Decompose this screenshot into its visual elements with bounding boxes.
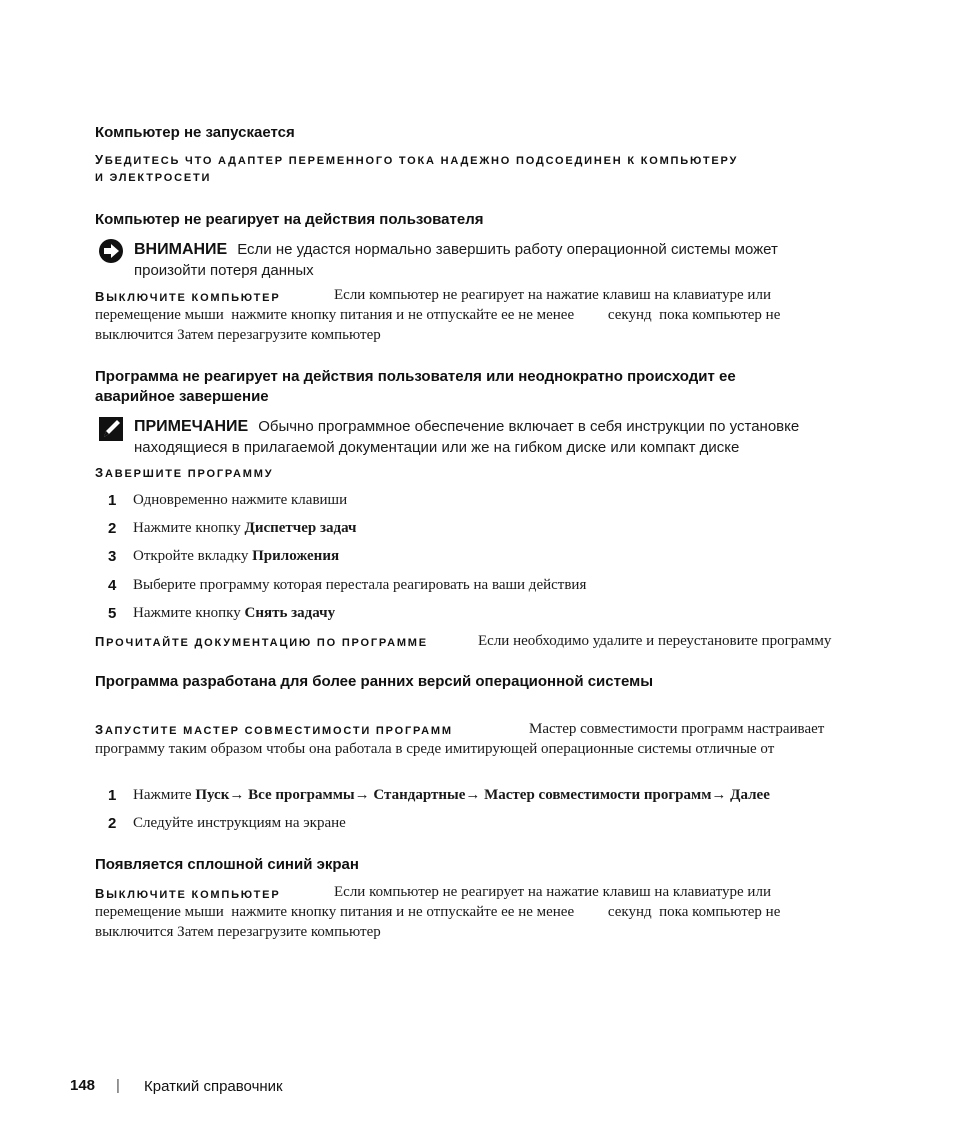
heading-not-responding: Компьютер не реагирует на действия пользователя	[95, 211, 484, 228]
drop-cap: У	[95, 152, 105, 167]
step-number: 5	[108, 605, 117, 622]
step-text: Следуйте инструкциям на экране	[133, 815, 346, 831]
action-label: РОЧИТАЙТЕ ДОКУМЕНТАЦИЮ ПО ПРОГРАММЕ	[106, 637, 428, 649]
step-text-bold: Приложения	[252, 548, 340, 564]
heading-older-os: Программа разработана для более ранних версий операционной системы	[95, 673, 654, 690]
compat-step-1	[108, 787, 770, 805]
notice-line1	[134, 241, 778, 259]
heading-computer-not-starting: Компьютер не запускается	[95, 124, 295, 141]
step-1	[108, 492, 348, 510]
drop-cap: З	[95, 465, 105, 480]
note-pencil-icon	[98, 416, 124, 442]
action-label: АВЕРШИТЕ ПРОГРАММУ	[104, 468, 274, 480]
heading-program-not-responding-1: Программа не реагирует на действия пользователя или неоднократно происходит ее	[95, 368, 736, 385]
menu-compat-wizard: Мастер совместимости программ	[480, 787, 712, 803]
action-label: ЫКЛЮЧИТЕ КОМПЬЮТЕР	[106, 292, 281, 304]
menu-accessories: Стандартные	[369, 787, 466, 803]
action-shutdown-2	[95, 886, 280, 901]
step-3	[108, 548, 340, 566]
step-number: 1	[108, 492, 117, 509]
step-text-plain: Нажмите кнопку	[133, 520, 245, 536]
action-shutdown-2-line3: выключится Затем перезагрузите компьютер	[95, 924, 381, 940]
step-text	[133, 787, 770, 804]
step-4	[108, 577, 587, 595]
heading-program-not-responding-2: аварийное завершение	[95, 388, 269, 405]
action-read-docs-text: Если необходимо удалите и переустановите программу	[478, 633, 832, 649]
drop-cap: В	[95, 289, 107, 304]
step-5	[108, 605, 336, 623]
menu-next: Далее	[726, 787, 770, 803]
arrow-right-icon: →	[229, 787, 245, 803]
menu-all-programs: Все программы	[244, 787, 355, 803]
action-shutdown-2-line1: Если компьютер не реагирует на нажатие клавиш на клавиатуре или	[334, 884, 771, 900]
action-compat-line2: программу таким образом чтобы она работала в среде имитирующей операционные системы отличные от	[95, 741, 775, 757]
action-label: ЫКЛЮЧИТЕ КОМПЬЮТЕР	[106, 889, 281, 901]
step-number: 1	[108, 787, 117, 804]
compat-step-2	[108, 815, 346, 833]
notice-text: Если не удастся нормально завершить работу операционной системы может	[237, 241, 778, 258]
action-shutdown	[95, 289, 280, 304]
heading-blue-screen: Появляется сплошной синий экран	[95, 856, 359, 873]
arrow-right-icon: →	[711, 787, 727, 803]
notice-arrow-icon	[98, 238, 124, 264]
arrow-right-icon: →	[465, 787, 481, 803]
step-text-plain: Нажмите	[133, 787, 196, 803]
action-shutdown-line2: перемещение мыши нажмите кнопку питания и не отпускайте ее не менее секунд пока компьютер не	[95, 307, 781, 323]
check-adapter-text: БЕДИТЕСЬ ЧТО АДАПТЕР ПЕРЕМЕННОГО ТОКА НАДЕЖНО ПОДСОЕДИНЕН К КОМПЬЮТЕРУ	[104, 155, 739, 167]
check-adapter-line1	[95, 152, 738, 167]
note-text: Обычно программное обеспечение включает в себя инструкции по установке	[258, 418, 800, 435]
step-number: 2	[108, 520, 117, 537]
notice-line2: произойти потеря данных	[134, 262, 314, 279]
drop-cap: В	[95, 886, 107, 901]
action-close-program	[95, 465, 273, 480]
step-text: Одновременно нажмите клавиши	[133, 492, 348, 508]
action-read-docs	[95, 634, 428, 649]
action-shutdown-line1: Если компьютер не реагирует на нажатие клавиш на клавиатуре или	[334, 287, 771, 303]
step-number: 4	[108, 577, 117, 594]
check-adapter-line2: И ЭЛЕКТРОСЕТИ	[95, 172, 212, 184]
step-text	[133, 548, 339, 565]
notice-label: ВНИМАНИЕ	[134, 241, 228, 258]
step-text	[133, 605, 335, 622]
footer-separator: |	[116, 1077, 120, 1094]
action-compat-line1: Мастер совместимости программ настраивает	[529, 721, 825, 737]
footer-title: Краткий справочник	[144, 1078, 283, 1095]
note-line1	[134, 418, 799, 436]
step-text: Выберите программу которая перестала реагировать на ваши действия	[133, 577, 587, 593]
arrow-right-icon: →	[354, 787, 370, 803]
action-label: АПУСТИТЕ МАСТЕР СОВМЕСТИМОСТИ ПРОГРАММ	[104, 725, 453, 737]
note-line2: находящиеся в прилагаемой документации или же на гибком диске или компакт диске	[134, 439, 740, 456]
menu-start: Пуск	[195, 787, 230, 803]
note-label: ПРИМЕЧАНИЕ	[134, 418, 249, 435]
page-number: 148	[70, 1077, 96, 1094]
drop-cap: З	[95, 722, 105, 737]
step-number: 3	[108, 548, 117, 565]
step-text	[133, 520, 357, 537]
action-compat-wizard	[95, 722, 453, 737]
step-text-plain: Нажмите кнопку	[133, 605, 245, 621]
step-text-bold: Снять задачу	[244, 605, 336, 621]
action-shutdown-2-line2: перемещение мыши нажмите кнопку питания и не отпускайте ее не менее секунд пока компьютер не	[95, 904, 781, 920]
action-shutdown-line3: выключится Затем перезагрузите компьютер	[95, 327, 381, 343]
step-text-plain: Откройте вкладку	[133, 548, 253, 564]
step-number: 2	[108, 815, 117, 832]
drop-cap: П	[95, 634, 107, 649]
step-text-bold: Диспетчер задач	[244, 520, 357, 536]
step-2	[108, 520, 357, 538]
